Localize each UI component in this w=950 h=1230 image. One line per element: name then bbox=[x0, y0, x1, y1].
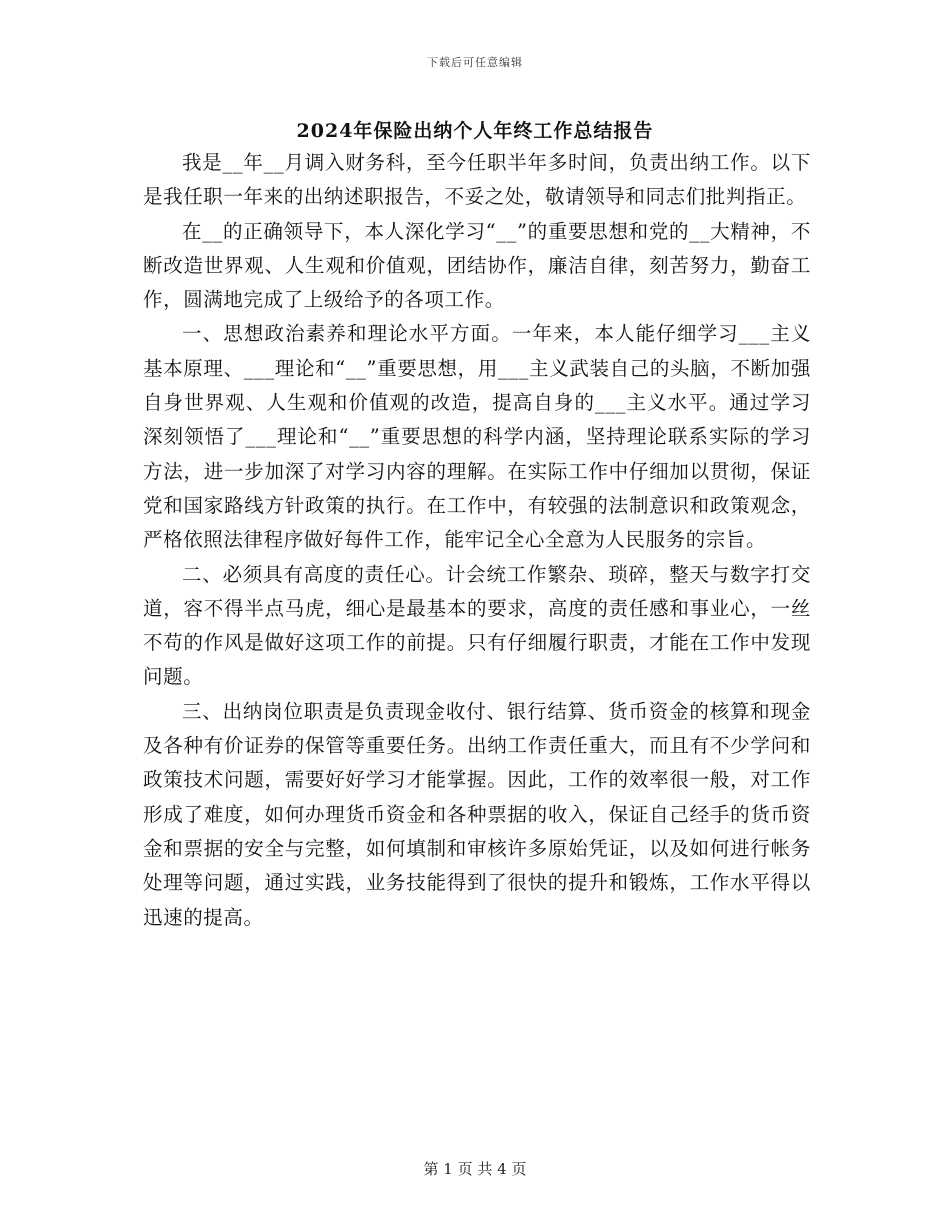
paragraph-leadership: 在__的正确领导下，本人深化学习“__”的重要思想和党的__大精神，不断改造世界观、人生观和价值观，团结协作，廉洁自律，刻苦努力，勤奋工作，圆满地完成了上级给予的各项工作。 bbox=[143, 219, 811, 312]
paragraph-intro: 我是__年__月调入财务科，至今任职半年多时间，负责出纳工作。以下是我任职一年来的出纳述职报告，不妥之处，敬请领导和同志们批判指正。 bbox=[143, 151, 811, 209]
header-note: 下载后可任意编辑 bbox=[427, 56, 523, 69]
page-number-footer: 第 1 页 共 4 页 bbox=[423, 1160, 527, 1178]
paragraph-section-1: 一、思想政治素养和理论水平方面。一年来，本人能仔细学习___主义基本原理、___理论和“__”重要思想，用___主义武装自己的头脑，不断加强自身世界观、人生观和价值观的改造，提高自身的___主义水平。通过学习深刻领悟了___理论和“__”重要思想的科学内涵，坚持理论联系实际的学习方法，进一步加深了对学习内容的理解。在实际工作中仔细加以贯彻，保证党和国家路线方针政策的执行。在工作中，有较强的法制意识和政策观念，严格依照法律程序做好每件工作，能牢记全心全意为人民服务的宗旨。 bbox=[143, 322, 811, 552]
document-title: 2024年保险出纳个人年终工作总结报告 bbox=[296, 120, 654, 142]
document-body bbox=[143, 146, 811, 935]
paragraph-section-2: 二、必须具有高度的责任心。计会统工作繁杂、琐碎，整天与数字打交道，容不得半点马虎，细心是最基本的要求，高度的责任感和事业心，一丝不苟的作风是做好这项工作的前提。只有仔细履行职责，才能在工作中发现问题。 bbox=[143, 562, 811, 689]
paragraph-section-3: 三、出纳岗位职责是负责现金收付、银行结算、货币资金的核算和现金及各种有价证券的保管等重要任务。出纳工作责任重大，而且有不少学问和政策技术问题，需要好好学习才能掌握。因此，工作的效率很一般，对工作形成了难度，如何办理货币资金和各种票据的收入，保证自己经手的货币资金和票据的安全与完整，如何填制和审核许多原始凭证，以及如何进行帐务处理等问题，通过实践，业务技能得到了很快的提升和锻炼，工作水平得以迅速的提高。 bbox=[143, 699, 811, 929]
